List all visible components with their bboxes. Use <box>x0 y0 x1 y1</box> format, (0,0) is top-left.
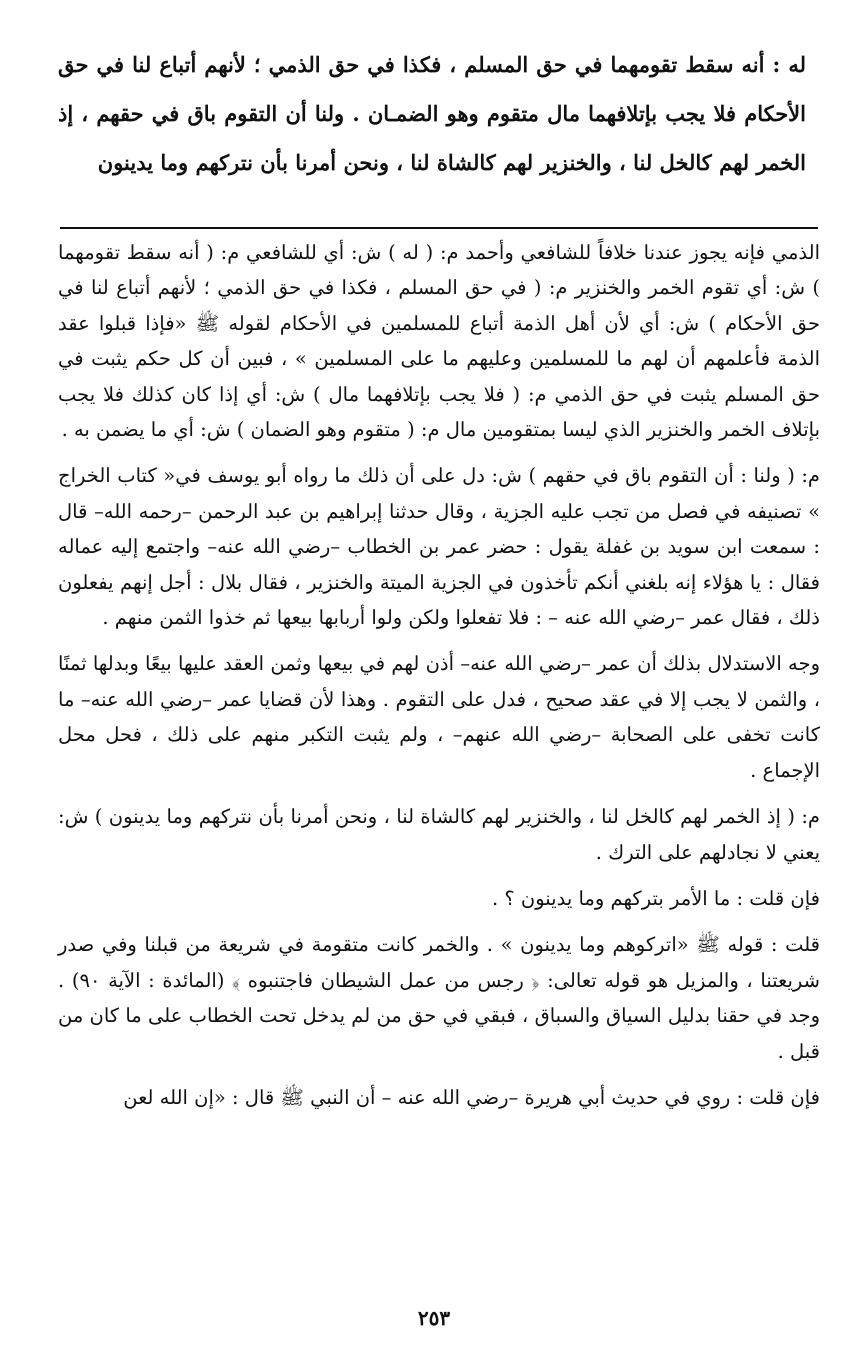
main-text: له : أنه سقط تقومهما في حق المسلم ، فكذا في حق الذمي ؛ لأنهم أتباع لنا في حق الأحكام فلا يجب بإتلافهما مال متقوم وهو الضمـان . ولنا أن التقوم باق في حقهم ، إذ الخمر لهم كالخل لنا ، والخنزير لهم كالشاة لنا ، ونحن أمرنا بأن نتركهم وما يدينون <box>58 52 806 175</box>
commentary <box>58 235 820 1126</box>
page-number: ٢٥٣ <box>417 1306 451 1330</box>
commentary-paragraph: وجه الاستدلال بذلك أن عمر –رضي الله عنه– أذن لهم في بيعها وثمن العقد عليها بيعًا وبدلها ثمنًا ، والثمن لا يجب إلا في عقد صحيح ، فدل على التقوم . وهذا لأن قضايا عمر –رضي الله عنه– ما كانت تخفى على الصحابة –رضي الله عنهم– ، ولم يثبت التكبر منهم على ذلك ، فحل محل الإجماع . <box>58 652 820 782</box>
commentary-paragraph: فإن قلت : روي في حديث أبي هريرة –رضي الله عنه – أن النبي ﷺ قال : «إن الله لعن <box>123 1085 820 1109</box>
commentary-paragraph: الذمي فإنه يجوز عندنا خلافاً للشافعي وأحمد م: ( له ) ش: أي للشافعي م: ( أنه سقط تقومهما ) ش: أي تقوم الخمر والخنزير م: ( في حق المسلم ، فكذا في حق الذمي ؛ لأنهم أتباع لنا في حق الأحكام ) ش: أي لأن أهل الذمة أتباع للمسلمين في الأحكام لقوله ﷺ «فإذا قبلوا عقد الذمة فأعلمهم أن لهم ما للمسلمين وعليهم ما على المسلمين » ، فبين أن كل حكم يثبت في حق المسلم يثبت في حق الذمي م: ( فلا يجب بإتلافهما مال ) ش: أي إذا كان كذلك فلا يجب بإتلاف الخمر والخنزير الذي ليسا بمتقومين مال م: ( متقوم وهو الضمان ) ش: أي ما يضمن به . <box>58 241 820 442</box>
commentary-paragraph: م: ( ولنا : أن التقوم باق في حقهم ) ش: دل على أن ذلك ما رواه أبو يوسف في« كتاب الخراج » تصنيفه في فصل من تجب عليه الجزية ، وقال حدثنا إبراهيم بن عبد الرحمن –رحمه الله– قال : سمعت ابن سويد بن غفلة يقول : حضر عمر بن الخطاب –رضي الله عنه– واجتمع إليه عماله فقال : يا هؤلاء إنه بلغني أنكم تأخذون في الجزية الميتة والخنزير ، فقال بلال : أجل إنهم يفعلون ذلك ، فقال عمر –رضي الله عنه – : فلا تفعلوا ولكن ولوا أربابها بيعها ثم خذوا الثمن منهم . <box>58 464 820 630</box>
commentary-paragraph: م: ( إذ الخمر لهم كالخل لنا ، والخنزير لهم كالشاة لنا ، ونحن أمرنا بأن نتركهم وما يدينون ) ش: يعني لا نجادلهم على الترك . <box>58 805 820 864</box>
commentary-paragraph: فإن قلت : ما الأمر بتركهم وما يدينون ؟ . <box>491 886 820 910</box>
section-divider <box>60 227 818 229</box>
commentary-paragraph: قلت : قوله ﷺ «اتركوهم وما يدينون » . والخمر كانت متقومة في شريعة من قبلنا وفي صدر شريعتنا ، والمزيل هو قوله تعالى: ﴿ رجس من عمل الشيطان فاجتنبوه ﴾ (المائدة : الآية ٩٠) . وجد في حقنا بدليل السياق والسباق ، فبقي في حق من لم يدخل تحت الخطاب على ما كان من قبل . <box>58 933 820 1063</box>
